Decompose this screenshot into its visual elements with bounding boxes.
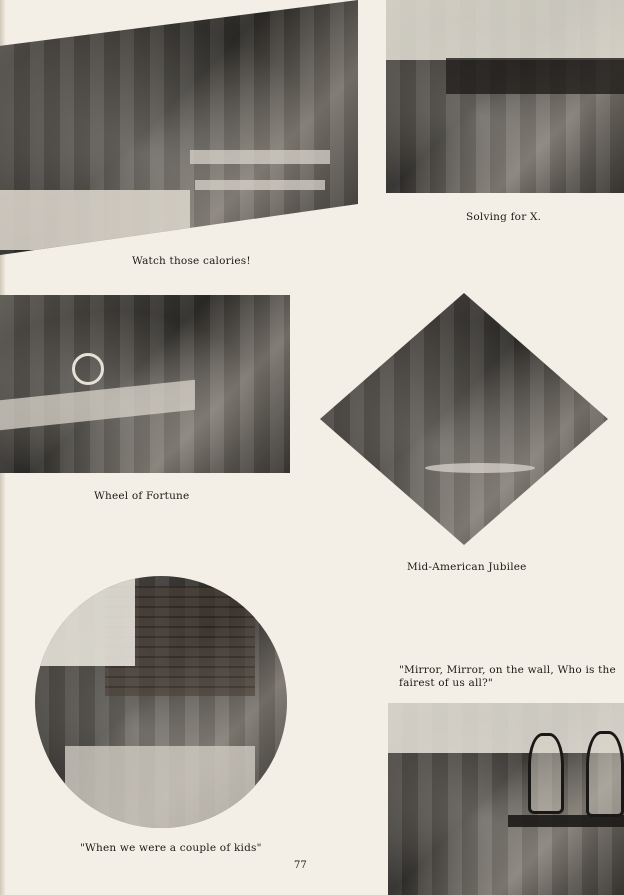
caption-kids: "When we were a couple of kids" bbox=[80, 842, 262, 854]
caption-wheel: Wheel of Fortune bbox=[94, 490, 190, 502]
page-number: 77 bbox=[294, 860, 307, 871]
photo-mirror-mirror bbox=[388, 703, 624, 895]
caption-math-class: Solving for X. bbox=[466, 211, 542, 223]
spinning-wheel-icon bbox=[72, 353, 104, 385]
photo-cafeteria bbox=[0, 0, 358, 255]
caption-mirror-line-2: fairest of us all?" bbox=[399, 677, 493, 689]
mirror-icon bbox=[528, 733, 564, 814]
caption-cafeteria: Watch those calories! bbox=[132, 255, 251, 267]
photo-kids-fireplace bbox=[35, 576, 287, 828]
caption-jubilee: Mid-American Jubilee bbox=[407, 561, 527, 573]
caption-mirror-line-1: "Mirror, Mirror, on the wall, Who is the bbox=[399, 664, 616, 676]
photo-math-class bbox=[386, 0, 624, 193]
mirror-icon bbox=[586, 731, 624, 817]
photo-wheel-of-fortune bbox=[0, 295, 290, 473]
photo-jubilee-diamond bbox=[320, 293, 608, 545]
